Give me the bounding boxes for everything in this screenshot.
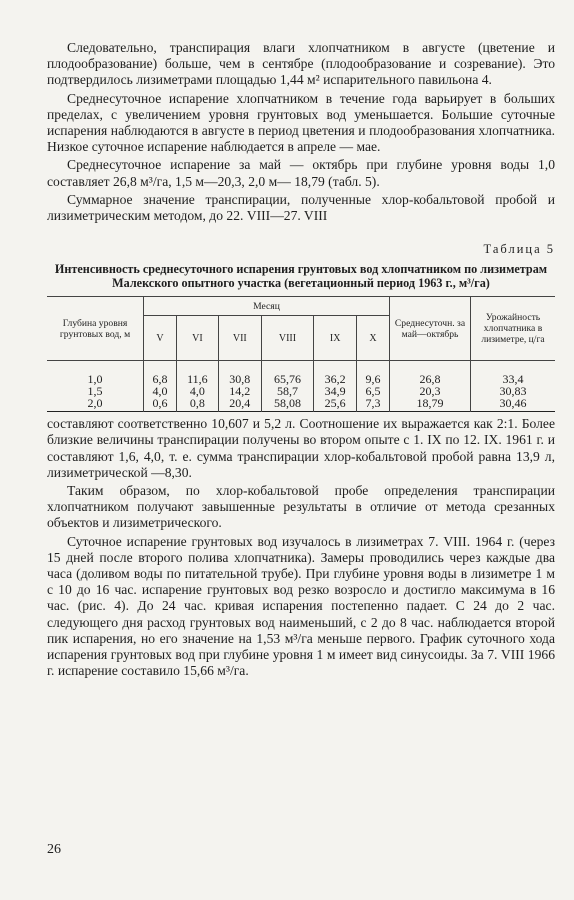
table-cell: 6,5	[365, 384, 381, 399]
month-x-cell	[357, 361, 390, 412]
header-month-viii: VIII	[261, 316, 314, 361]
month-vi-cell	[176, 361, 218, 412]
paragraph-1: Следовательно, транспирация влаги хлопчатником в августе (цветение и плодообразование) больше, чем в сентябре (плодообразование и созревание). Это подтвердилось лизиметрами площадью 1,44 м² испарительного павильона 4.	[47, 40, 555, 88]
header-month-v: V	[144, 316, 177, 361]
table-cell: 26,8	[419, 372, 441, 387]
month-vii-cell	[218, 361, 261, 412]
month-ix-cell	[314, 361, 357, 412]
table-cell: 7,3	[365, 396, 381, 411]
table-cell: 20,4	[229, 396, 251, 411]
header-month-ix: IX	[314, 316, 357, 361]
header-month: Месяц	[144, 297, 390, 316]
paragraph-3: Среднесуточное испарение за май — октябрь при глубине уровня воды 1,0 составляет 26,8 м³/га, 1,5 м—20,3, 2,0 м— 18,79 (табл. 5).	[47, 157, 555, 189]
table-cell: 30,83	[499, 384, 527, 399]
table-cell: 18,79	[416, 396, 444, 411]
table-cell: 58,7	[276, 384, 298, 399]
paragraph-7: Суточное испарение грунтовых вод изучалось в лизиметрах 7. VIII. 1964 г. (через 15 дней после второго полива хлопчатника). Замеры проводились через каждые два часа (доливом воды по питательной трубе). При глубине уровня воды в лизиметре 1 м с 10 до 16 час. испарение грунтовых вод резко возросло и достигло максимума в 16 час. (рис. 4). До 24 час. кривая испарения постепенно падает. С 24 до 2 час. следующего дня расход грунтовых вод наименьший, с 2 до 8 час. наблюдается второй пик испарения, но его значение на 1,53 м³/га меньше первого. График суточного хода испарения грунтовых вод при глубине уровня 1 м имеет вид синусоиды. За 7. VIII 1966 г. испарение составило 15,66 м³/га.	[47, 533, 555, 679]
page-number: 26	[47, 842, 61, 857]
month-viii-cell	[261, 361, 314, 412]
table-row	[47, 361, 555, 412]
table-cell: 33,4	[502, 372, 524, 387]
yield-cell	[471, 361, 556, 412]
evaporation-table	[47, 296, 555, 412]
table-cell: 0,6	[152, 396, 168, 411]
paragraph-2: Среднесуточное испарение хлопчатником в течение года варьирует в больших пределах, с увеличением уровня грунтовых вод уменьшается. Большие суточные испарения наблюдаются в августе в период цветения и плодообразования хлопчатника. Низкое суточное испарение наблюдается в апреле — мае.	[47, 90, 555, 155]
table-cell: 30,46	[499, 396, 527, 411]
paragraph-6: Таким образом, по хлор-кобальтовой пробе определения транспирации хлопчатником получают завышенные результаты в отличие от метода срезанных объектов и лизиметрического.	[47, 483, 555, 531]
depth-value: 2,0	[87, 396, 103, 411]
header-avg: Среднесуточн. за май—октябрь	[390, 297, 471, 361]
header-month-vi: VI	[176, 316, 218, 361]
depth-value: 1,5	[87, 384, 103, 399]
paragraph-5: составляют соответственно 10,607 и 5,2 л. Соотношение их выражается как 2:1. Более близкие величины транспирации получены во втором опыте с 1. IX по 12. IX. 1961 г. и составляют 1,6, 4,0, т. е. сумма транспирации хлор-кобальтовой пробой равна 13,9 л, лизиметрической —8,30.	[47, 416, 555, 480]
table-cell: 25,6	[324, 396, 346, 411]
table-label: Таблица 5	[483, 242, 555, 257]
table-cell: 65,76	[273, 372, 301, 387]
header-depth: Глубина уровня грунтовых вод, м	[47, 297, 144, 361]
table-cell: 14,2	[229, 384, 251, 399]
page-body	[47, 40, 555, 679]
table-caption: Интенсивность среднесуточного испарения грунтовых вод хлопчатником по лизиметрам Малекского опытного участка (вегетационный период 1963 г., м³/га)	[54, 262, 548, 291]
table-cell: 4,0	[152, 384, 168, 399]
depth-cell	[47, 361, 144, 412]
table-cell: 36,2	[324, 372, 346, 387]
table-cell: 11,6	[187, 372, 208, 387]
avg-cell	[390, 361, 471, 412]
table-cell: 0,8	[189, 396, 205, 411]
header-month-x: X	[357, 316, 390, 361]
month-v-cell	[144, 361, 177, 412]
table-cell: 30,8	[229, 372, 251, 387]
table-cell: 34,9	[324, 384, 346, 399]
depth-value: 1,0	[87, 372, 103, 387]
table-cell: 9,6	[365, 372, 381, 387]
table-cell: 6,8	[152, 372, 168, 387]
header-month-vii: VII	[218, 316, 261, 361]
table-cell: 58,08	[273, 396, 301, 411]
header-yield: Урожайность хлопчатника в лизиметре, ц/га	[471, 297, 556, 361]
table-cell: 4,0	[189, 384, 205, 399]
paragraph-4: Суммарное значение транспирации, полученные хлор-кобальтовой пробой и лизиметрическим методом, до 22. VIII—27. VIII	[47, 191, 555, 224]
table-cell: 20,3	[419, 384, 441, 399]
